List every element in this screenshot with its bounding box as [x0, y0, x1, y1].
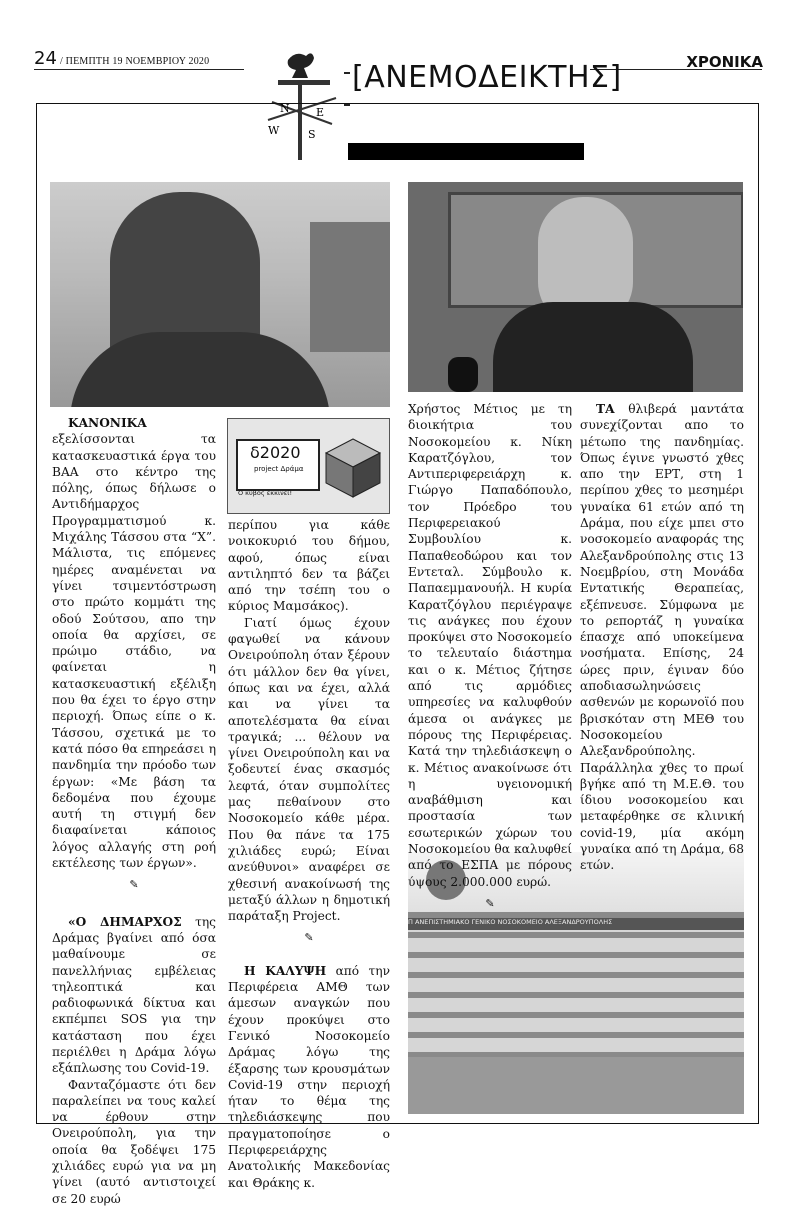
masthead-title: [ΑΝΕΜΟΔΕΙΚΤΗΣ]	[352, 60, 622, 95]
ad-caption: Ο κύβος εκκινεί!	[238, 489, 293, 497]
paragraph: από την Περιφέρεια ΑΜΘ των άμεσων αναγκών που έχουν προκύψει στο Γενικό Νοσοκομείο Δράμας λόγω της έξαρσης των κρουσμάτων Covid-19 στην περιοχή ήταν το θέμα της τηλεδιάσκεψης που πραγματοποίησε ο Περιφερειάρχης Ανατολικής Μακεδονίας και Θράκης κ.	[228, 963, 391, 1190]
hospital-sign: Π ΑΝΕΠΙΣΤΗΜΙΑΚΟ ΓΕΝΙΚΟ ΝΟΣΟΚΟΜΕΙΟ ΑΛΕΞΑΝΔΡΟΥΠΟΛΗΣ	[408, 918, 744, 930]
article-col-1	[52, 415, 216, 1207]
vane-letter-e: E	[316, 106, 325, 119]
project-ad	[227, 418, 390, 514]
photo-deputy-mayor	[50, 182, 390, 407]
ad-label: δ2020	[250, 443, 301, 462]
paragraph: Φανταζόμαστε ότι δεν παραλείπει να τους καλεί να έρθουν στην Ονειρούπολη, για την οποία θα ξοδέψει 175 χιλιάδες ευρώ για να μη γίνει (αυτό αντιστοιχεί σε 20 ευρώ	[52, 1077, 216, 1206]
paragraph: Χρήστος Μέτιος με τη διοικήτρια του Νοσοκομείου κ. Νίκη Καρατζόγλου, τον Αντιπεριφερειάρχη κ. Γιώργο Παπαδόπουλο, τον Πρόεδρο του Περιφερειακού Συμβουλίου κ. Παπαθεοδώρου και τον Εντεταλ. Σύμβουλο κ. Παπαεμμανουήλ. Η κυρία Καρατζόγλου περιέγραψε τις ανάγκες που έχουν προκύψει στο Νοσοκομείο το τελευταίο διάστημα και ο κ. Μέτιος ζήτησε από τις αρμόδιες υπηρεσίες να καλυφθούν άμεσα οι ανάγκες με πόρους της Περιφέρειας. Κατά την τηλεδιάσκεψη ο κ. Μέτιος ανακοίνωσε ότι η υγειονομική αναβάθμιση και προστασία των εσωτερικών χώρων του Νοσοκομείου θα καλυφθεί από το ΕΣΠΑ με πόρους ύψους 2.000.000 ευρώ.	[408, 402, 572, 889]
lead-word: ΚΑΝΟΝΙΚΑ	[68, 416, 147, 430]
header-rule-left	[34, 69, 244, 70]
vane-letter-w: W	[268, 124, 280, 137]
dateline: / ΠΕΜΠΤΗ 19 ΝΟΕΜΒΡΙΟΥ 2020	[60, 56, 210, 67]
paragraph: περίπου για κάθε νοικοκυριό του δήμου, αφού, όπως είναι αντιληπτό δεν τα βάζει από την τσέπη του ο κύριος Μαμσάκος).	[228, 518, 390, 614]
paragraph: Γιατί όμως έχουν φαγωθεί να κάνουν Ονειρούπολη όταν ξέρουν ότι μάλλον δεν θα γίνει, όπως και να έχει, αλλά και να γίνει τα αποτελέσματα θα είναι τραγικά; ... θέλουν να γίνει Ονειρούπολη και να ξοδευτεί ένας σκασμός λεφτά, όταν συμπολίτες μας πεθαίνουν στο Νοσοκομείο κάθε μέρα. Που θα πάνε τα 175 χιλιάδες ευρώ; Είναι ανεύθυνοι» αναφέρει σε χθεσινή ανακοίνωσή της μεταξύ άλλων η δημοτική παράταξη Project.	[228, 615, 390, 924]
fleuron-icon: ✎	[304, 931, 314, 945]
ad-sub: project Δράμα	[254, 465, 304, 473]
lead-word: «Ο ΔΗΜΑΡΧΟΣ	[68, 914, 182, 929]
article-col-4	[580, 401, 744, 874]
photo-regional-governor	[408, 182, 743, 392]
article-col-3	[408, 401, 572, 918]
lead-word: ΤΑ	[596, 402, 615, 416]
fleuron-icon: ✎	[485, 896, 495, 910]
paragraph: εξελίσσονται τα κατασκευαστικά έργα του ΒΑΑ στο κέντρο της πόλης, όπως δήλωσε ο Αντιδήμαρχος Προγραμματισμού κ. Μιχάλης Τάσσου στα “Χ”. Μάλιστα, τις επόμενες ημέρες αναμένεται να γίνει τσιμεντόστρωση στο πρώτο κομμάτι της οδού Σούτσου, απο την οποία θα αρχίσει, σε πρώιμο στάδιο, να φαίνεται η κατασκευαστική εξέλιξη που θα έχει το έργο στην περιοχή. Όπως είπε ο κ. Τάσσου, σχετικά με το κατά πόσο θα επηρεάσει η πανδημία την πρόοδο των έργων: «Με βάση τα δεδομένα που έχουμε αυτή τη στιγμή δεν διαφαίνεται κάποιος λόγος αλλαγής στη ροή εκτέλεσης των έργων».	[52, 432, 216, 871]
paragraph: θλιβερά μαντάτα συνεχίζονται απο το μέτωπο της πανδημίας. Όπως έγινε γνωστό χθες απο την ΕΡΤ, στη 1 περίπου χθες το μεσημέρι γυναίκα 61 ετών από τη Δράμα, που είχε μπει στο νοσοκομείο αναφοράς της Αλεξανδρούπολης στις 13 Νοεμβρίου, στη Μονάδα Εντατικής Θεραπείας, εξέπνευσε. Σύμφωνα με το ρεπορτάζ η γυναίκα έπασχε από υποκείμενα νοσήματα. Επίσης, 24 ώρες πριν, έγιναν δύο αποδιασωληνώσεις ασθενών με κορωνοϊό που βρισκόταν στη ΜΕΘ του Νοσοκομείου Αλεξανδρούπολης. Παράλληλα χθες το πρωί βγήκε από τη Μ.Ε.Θ. του ίδιου νοσοκομείου και μεταφέρθηκε σε κλινική covid-19, μία ακόμη γυναίκα από τη Δράμα, 68 ετών.	[580, 402, 744, 873]
masthead-dash	[344, 72, 350, 74]
page-number: 24	[34, 48, 57, 69]
article-col-2	[228, 517, 390, 1191]
lead-word: Η ΚΑΛΥΨΗ	[244, 963, 327, 978]
section-title: ΧΡΟΝΙΚΑ	[686, 53, 763, 71]
vane-letter-s: S	[308, 128, 316, 141]
vane-letter-n: N	[280, 102, 290, 115]
rubiks-cube-icon	[324, 437, 382, 499]
fleuron-icon: ✎	[129, 878, 139, 892]
paragraph: της Δράμας βγαίνει από όσα μαθαίνουμε σε πανελλήνιας εμβέλειας τηλεοπτικά και ραδιοφωνικά δίκτυα και εκπέμπει SOS για την κατάσταση που έχει περιέλθει η Δράμα λόγω εξάπλωσης του Covid-19.	[52, 914, 216, 1076]
